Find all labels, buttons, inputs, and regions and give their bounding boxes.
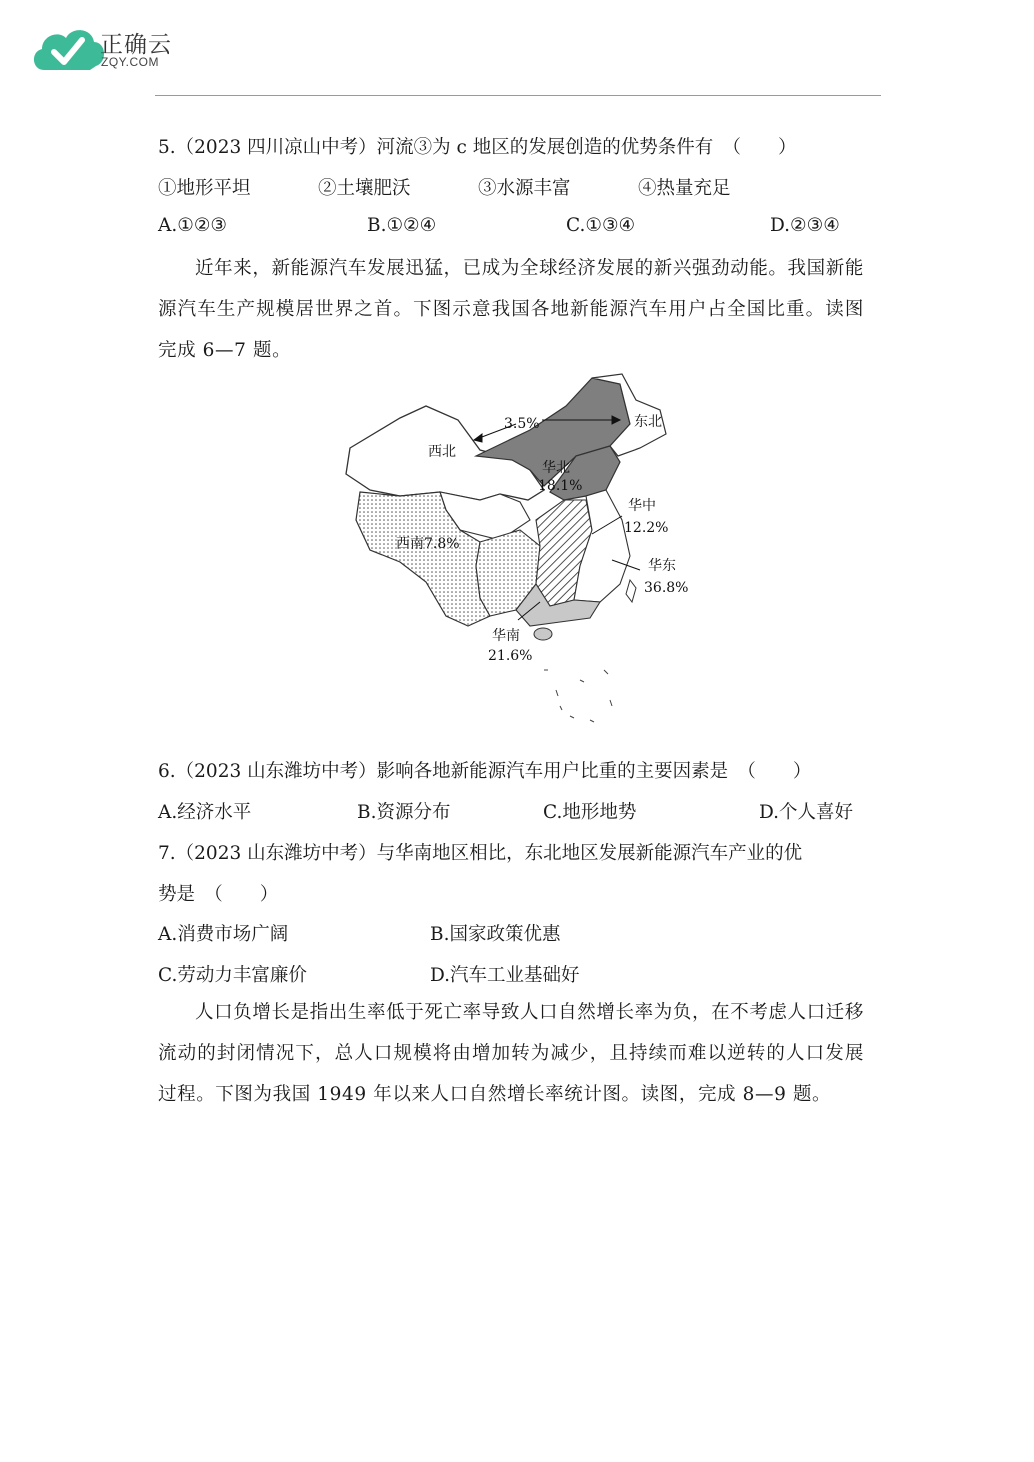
q5-condition-2: ②土壤肥沃 (318, 178, 411, 199)
taiwan-island (626, 580, 636, 602)
label-northeast: 东北 (634, 414, 662, 430)
q7-stem-line2: 势是 （ ） (158, 884, 279, 905)
hainan-island (534, 628, 552, 640)
label-north: 华北 (542, 460, 570, 476)
q5-condition-3: ③水源丰富 (478, 178, 571, 199)
label-north-value: 18.1% (538, 478, 583, 494)
q7-option-c: C.劳动力丰富廉价 (158, 965, 307, 986)
q7-option-d: D.汽车工业基础好 (430, 965, 580, 986)
q5-condition-1: ①地形平坦 (158, 178, 251, 199)
q6-option-a: A.经济水平 (158, 802, 252, 823)
q6-option-b: B.资源分布 (357, 802, 451, 823)
q6-option-c: C.地形地势 (543, 802, 637, 823)
q5-option-d: D.②③④ (770, 215, 840, 236)
label-northwest: 西北 (428, 444, 456, 460)
label-central-value: 12.2% (624, 520, 669, 536)
china-ev-share-map (330, 370, 700, 750)
brand-domain: ZQY.COM (101, 55, 159, 69)
q7-option-a: A.消费市场广阔 (158, 924, 289, 945)
label-south-value: 21.6% (488, 648, 533, 664)
label-east: 华东 (648, 558, 676, 574)
q5-stem: 5.（2023 四川凉山中考）河流③为 c 地区的发展创造的优势条件有 （ ） (158, 137, 797, 158)
passage-ev: 近年来，新能源汽车发展迅猛，已成为全球经济发展的新兴强劲动能。我国新能源汽车生产规模居世界之首。下图示意我国各地新能源汽车用户占全国比重。读图完成 6—7 题。 (158, 258, 864, 361)
label-southwest: 西南7.8% (396, 536, 460, 552)
label-central: 华中 (628, 498, 656, 514)
q5-condition-4: ④热量充足 (638, 178, 731, 199)
q6-stem: 6.（2023 山东潍坊中考）影响各地新能源汽车用户比重的主要因素是 （ ） (158, 761, 812, 782)
brand-name: 正确云 (100, 32, 172, 58)
south-sea-islands (544, 670, 612, 722)
q6-option-d: D.个人喜好 (759, 802, 854, 823)
label-east-value: 36.8% (644, 580, 689, 596)
q7-option-b: B.国家政策优惠 (430, 924, 561, 945)
q5-option-a: A.①②③ (158, 215, 227, 236)
header-divider (155, 95, 881, 96)
q5-option-c: C.①③④ (566, 215, 636, 236)
passage-population: 人口负增长是指出生率低于死亡率导致人口自然增长率为负，在不考虑人口迁移流动的封闭情况下，总人口规模将由增加转为减少，且持续而难以逆转的人口发展过程。下图为我国 1949 年以来人口自然增长率统计图。读图，完成 8—9 题。 (158, 1002, 864, 1105)
q5-option-b: B.①②④ (367, 215, 437, 236)
label-south: 华南 (492, 628, 520, 644)
label-northwest-value: 3.5% (504, 416, 540, 432)
q7-stem-line1: 7.（2023 山东潍坊中考）与华南地区相比，东北地区发展新能源汽车产业的优 (158, 843, 803, 864)
